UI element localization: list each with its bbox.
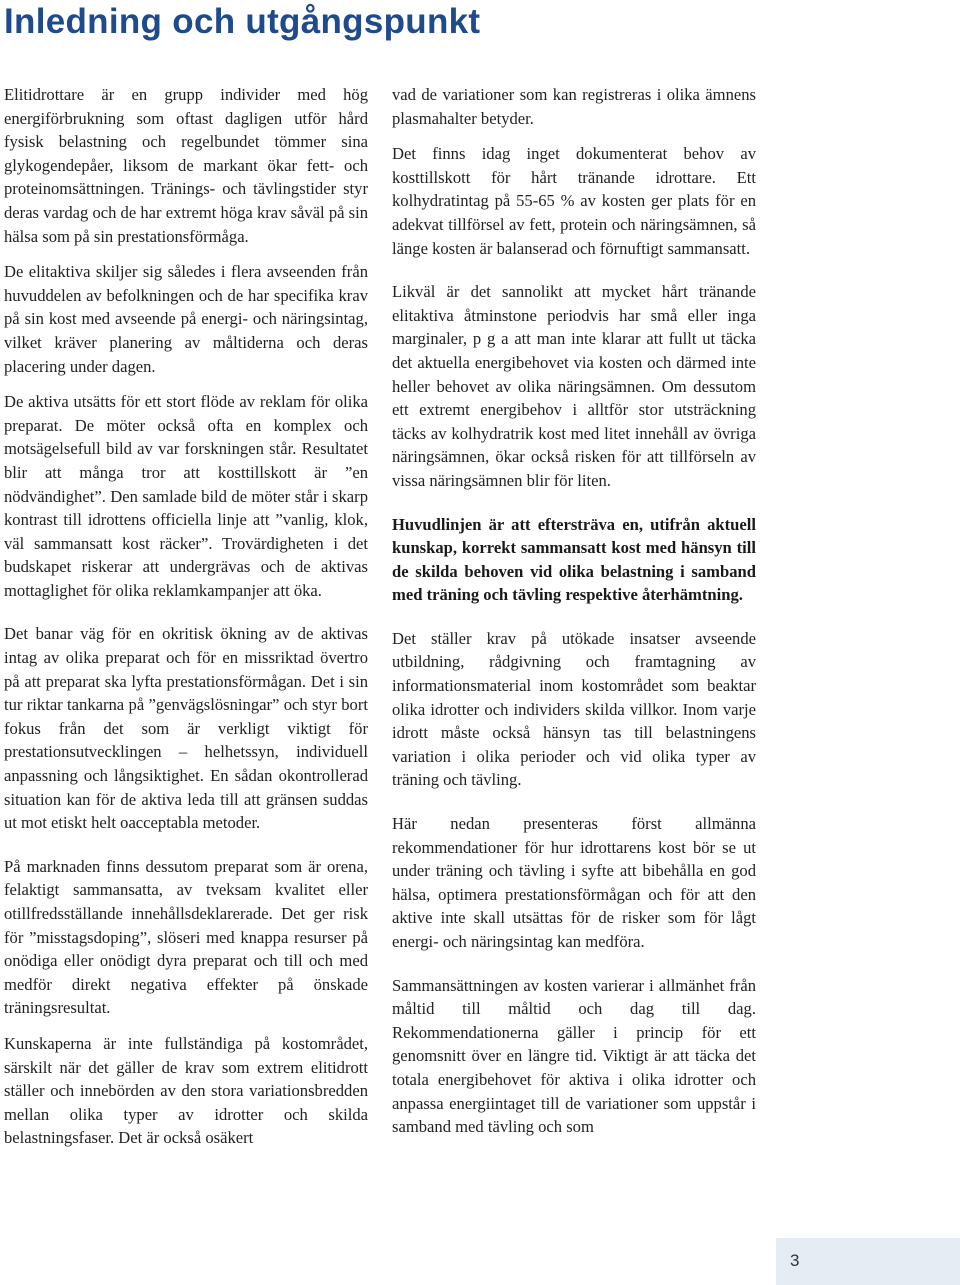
paragraph: Det ställer krav på utökade insatser avseende utbildning, rådgivning och framtagning av informationsmaterial inom kostområdet som beaktar olika idrotter och individers skilda villkor. Inom varje idrott måste också hänsyn tas till belastningens variation i olika perioder och vid olika typer av träning och tävling. xyxy=(392,628,756,790)
paragraph: Här nedan presenteras först allmänna rekommendationer för hur idrottarens kost bör se ut under träning och tävling i syfte att bibehålla en god hälsa, optimera prestationsförmågan och för att den aktive inte skall utsättas för de risker som för lågt energi- och näringsintag kan medföra. xyxy=(392,814,756,951)
page-title: Inledning och utgångspunkt xyxy=(4,2,481,41)
paragraph: De elitaktiva skiljer sig således i flera avseenden från huvuddelen av befolkningen och de har specifika krav på sin kost med avseende på energi- och näringsintag, vilket kräver planering av måltiderna och deras placering under dagen. xyxy=(4,262,368,376)
page-number-box xyxy=(776,1238,960,1285)
page-number: 3 xyxy=(790,1251,800,1270)
paragraph: De aktiva utsätts för ett stort flöde av reklam för olika preparat. De möter också ofta en komplex och motsägelsefull bild av var forskningen står. Resultatet blir att många tror att kosttillskott är ”en nödvändighet”. Den samlade bild de möter står i skarp kontrast till idrottens officiella linje att ”vanlig, klok, väl sammansatt kost räcker”. Trovärdigheten i det budskapet riskerar att undergrävas och de aktivas mottaglighet för olika reklamkampanjer att öka. xyxy=(4,392,368,600)
paragraph: vad de variationer som kan registreras i olika ämnens plasmahalter betyder. xyxy=(392,85,756,128)
left-column xyxy=(4,83,368,1162)
paragraph: På marknaden finns dessutom preparat som är orena, felaktigt sammansatta, av tveksam kvalitet eller otillfredsställande innehållsdeklarerade. Det ger risk för ”misstagsdoping”, slöseri med knappa resurser på onödiga eller onödigt dyra preparat och till och med medför direkt negativa effekter på önskade träningsresultat. xyxy=(4,856,368,1018)
emphasis-paragraph: Huvudlinjen är att eftersträva en, utifrån aktuell kunskap, korrekt sammansatt kost med hänsyn till de skilda behoven vid olika belastning i samband med träning och tävling respektive återhämtning. xyxy=(392,514,756,605)
paragraph: Sammansättningen av kosten varierar i allmänhet från måltid till måltid och dag till dag. Rekommendationerna gäller i princip för ett genomsnitt över en längre tid. Viktigt är att täcka det totala energibehovet för aktiva i olika idrotter och anpassa energiintaget till de variationer som uppstår i samband med tävling och som xyxy=(392,975,756,1137)
paragraph: Det banar väg för en okritisk ökning av de aktivas intag av olika preparat och för en missriktad övertro på att preparat ska lyfta prestationsförmågan. Det i sin tur riktar tankarna på ”genvägslösningar” och styr bort fokus från det som är verkligt viktigt för prestationsutvecklingen – helhetssyn, individuell anpassning och långsiktighet. En sådan okontrollerad situation kan för de aktiva leda till att gränsen suddas ut mot etiskt helt oacceptabla metoder. xyxy=(4,624,368,833)
paragraph: Det finns idag inget dokumenterat behov av kosttillskott för hårt tränande idrottare. Ett kolhydratintag på 55-65 % av kosten ger plats för en adekvat tillförsel av fett, protein och näringsämnen, så länge kosten är balanserad och förnuftigt sammansatt. xyxy=(392,144,756,258)
paragraph: Kunskaperna är inte fullständiga på kostområdet, särskilt när det gäller de krav som extrem elitidrott ställer och innebörden av den stora variationsbredden mellan olika typer av idrotter och skilda belastningsfaser. Det är också osäkert xyxy=(4,1033,368,1148)
paragraph: Elitidrottare är en grupp individer med hög energiförbrukning som oftast dagligen utför hård fysisk belastning och regelbundet tömmer sina glykogendepåer, liksom de markant ökar fett- och proteinomsättningen. Tränings- och tävlingstider styr deras vardag och de har extremt höga krav såväl på sin hälsa som på sin prestationsförmåga. xyxy=(4,85,368,246)
right-column xyxy=(392,83,756,1151)
paragraph: Likväl är det sannolikt att mycket hårt tränande elitaktiva åtminstone periodvis har små eller inga marginaler, p g a att man inte klarar att fullt ut täcka det aktuella energibehovet via kosten och därmed inte heller behovet av olika näringsämnen. Om dessutom ett extremt energibehov i alltför stor utsträckning täcks av kolhydratrik kost med litet innehåll av övriga näringsämnen, ökar också risken för att tillförseln av vissa näringsämnen blir för liten. xyxy=(392,282,756,490)
